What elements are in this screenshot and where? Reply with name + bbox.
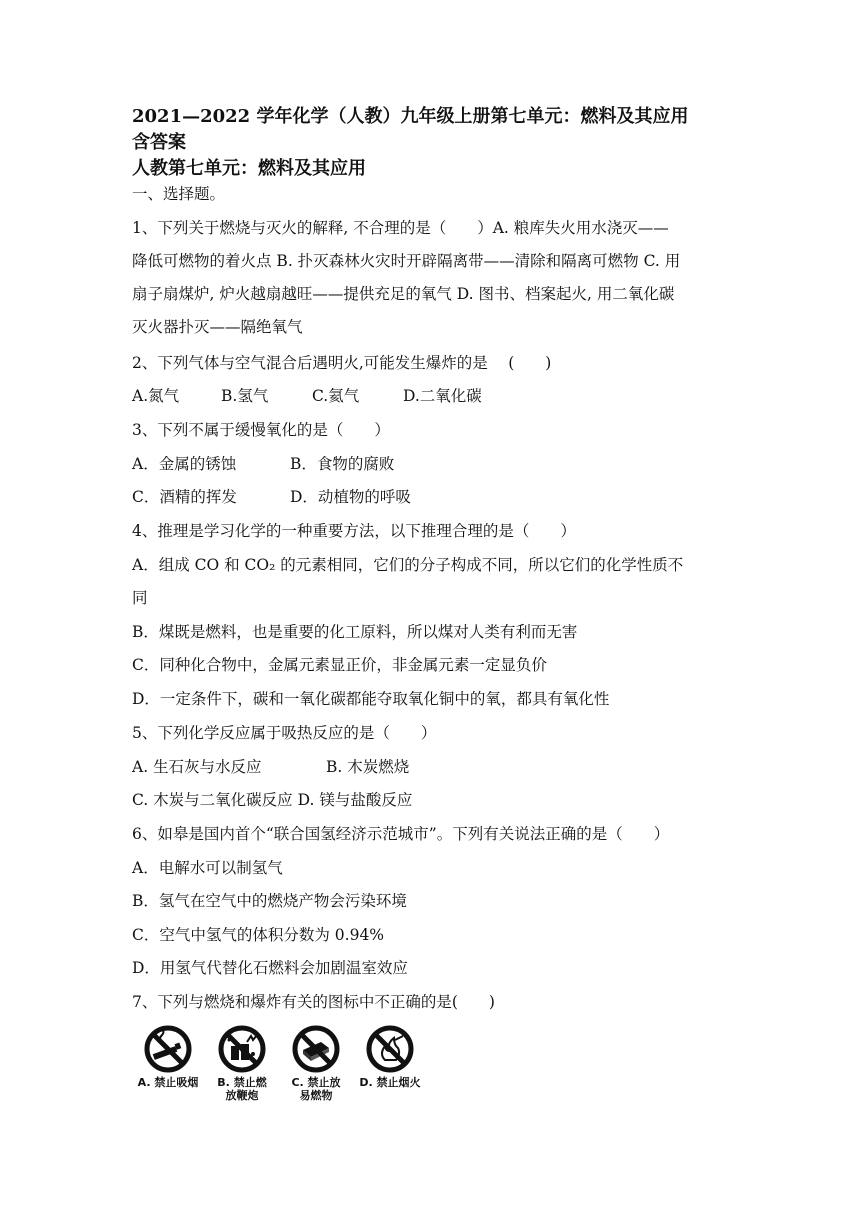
q1-line-3: 扇子扇煤炉, 炉火越扇越旺——提供充足的氧气 D. 图书、档案起火, 用二氧化碳 (132, 285, 675, 303)
q5-option-b: B. 木炭燃烧 (326, 758, 410, 776)
q4-option-b: B．煤既是燃料，也是重要的化工原料，所以煤对人类有利而无害 (132, 623, 578, 641)
q7-option-b-label: B. 禁止燃 放鞭炮 (217, 1076, 267, 1102)
q4-stem: 4、推理是学习化学的一种重要方法，以下推理合理的是（ ） (132, 522, 576, 540)
q7-option-a (128, 1024, 208, 1089)
q3-option-b: B．食物的腐败 (290, 455, 395, 473)
title-line-1: 2021—2022 学年化学（人教）九年级上册第七单元：燃料及其应用 (132, 106, 689, 127)
q3-option-d: D．动植物的呼吸 (290, 488, 411, 506)
no-flammables-icon (291, 1024, 341, 1074)
document-subtitle: 人教第七单元：燃料及其应用 (132, 158, 366, 179)
q3-option-c: C．酒精的挥发 (132, 488, 237, 506)
q7-icon-options (128, 1024, 458, 1114)
q7-option-d-label: D. 禁止烟火 (359, 1076, 421, 1089)
q6-stem: 6、如皋是国内首个“联合国氢经济示范城市”。下列有关说法正确的是（ ） (132, 825, 670, 843)
q2-stem: 2、下列气体与空气混合后遇明火,可能发生爆炸的是 ( ) (132, 354, 552, 372)
q1-line-4: 灭火器扑灭——隔绝氧气 (132, 318, 303, 336)
q4-option-a-line-1: A．组成 CO 和 CO₂ 的元素相同，它们的分子构成不同，所以它们的化学性质不 (132, 556, 684, 574)
q2-option-c: C.氦气 (312, 387, 360, 405)
q4-option-d: D．一定条件下，碳和一氧化碳都能夺取氧化铜中的氧，都具有氧化性 (132, 690, 610, 708)
q7-option-a-label: A. 禁止吸烟 (137, 1076, 199, 1089)
q1-line-1: 1、下列关于燃烧与灭火的解释, 不合理的是（ ）A. 粮库失火用水浇灭—— (132, 219, 669, 237)
q5-stem: 5、下列化学反应属于吸热反应的是（ ） (132, 724, 437, 742)
q6-option-d: D．用氢气代替化石燃料会加剧温室效应 (132, 959, 408, 977)
q2-option-b: B.氢气 (221, 387, 269, 405)
no-firecrackers-icon (217, 1024, 267, 1074)
q5-option-a: A. 生石灰与水反应 (132, 758, 262, 776)
q1-line-2: 降低可燃物的着火点 B. 扑灭森林火灾时开辟隔离带——清除和隔离可燃物 C. 用 (132, 252, 681, 270)
q3-stem: 3、下列不属于缓慢氧化的是（ ） (132, 421, 390, 439)
title-line-2: 含答案 (132, 132, 186, 153)
q4-option-a-line-2: 同 (132, 589, 148, 607)
q7-option-b (202, 1024, 282, 1102)
q7-option-d (350, 1024, 430, 1089)
q3-option-a: A．金属的锈蚀 (132, 455, 237, 473)
q6-option-a: A．电解水可以制氢气 (132, 859, 283, 877)
q7-stem: 7、下列与燃烧和爆炸有关的图标中不正确的是( ) (132, 993, 495, 1011)
section-heading: 一、选择题。 (132, 185, 226, 203)
q7-option-c (276, 1024, 356, 1102)
q2-option-a: A.氮气 (132, 387, 180, 405)
q6-option-c: C．空气中氢气的体积分数为 0.94% (132, 926, 385, 944)
q2-option-d: D.二氧化碳 (403, 387, 482, 405)
q5-option-c-d: C. 木炭与二氧化碳反应 D. 镁与盐酸反应 (132, 791, 413, 809)
document-title (132, 104, 742, 156)
no-fire-icon (365, 1024, 415, 1074)
q7-option-c-label: C. 禁止放 易燃物 (291, 1076, 341, 1102)
q6-option-b: B．氢气在空气中的燃烧产物会污染环境 (132, 892, 407, 910)
q4-option-c: C．同种化合物中，金属元素显正价，非金属元素一定显负价 (132, 656, 547, 674)
no-smoking-icon (143, 1024, 193, 1074)
